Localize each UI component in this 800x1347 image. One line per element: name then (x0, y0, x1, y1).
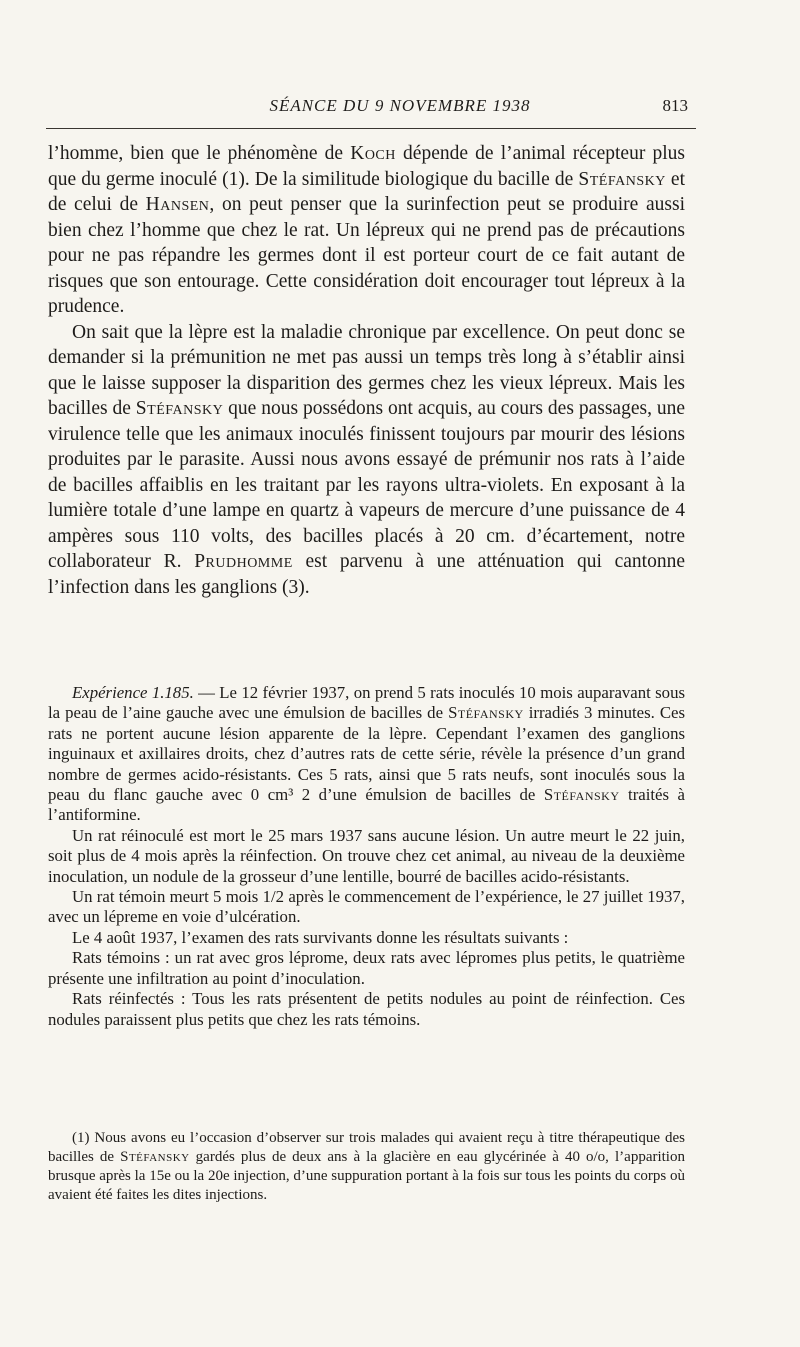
page-number: 813 (662, 96, 688, 115)
main-text (48, 141, 685, 600)
name-stefansky: Stéfansky (448, 703, 524, 723)
text-span: — Le 12 février 1937, on prend 5 rats inoculés 10 mois auparavant sous la peau de l’aine gauche avec une émulsion de bacilles de (48, 683, 685, 723)
name-stefansky: Stéfansky (120, 1149, 190, 1165)
text-span: que nous possédons ont acquis, au cours des passages, une virulence telle que les animaux inoculés finissent toujours par mourir des lésions produites par le parasite. Aussi nous avons essayé de prémunir nos rats à l’aide de bacilles affaiblis en les traitant par les rayons ultra-violets. En exposant à la lumière totale d’une lampe en quartz à vapeurs de mercure d’une puissance de 4 ampères sous 110 volts, des bacilles placés à 20 cm. d’écartement, notre collaborateur R. (48, 398, 686, 572)
name-stefansky: Stéfansky (135, 398, 224, 419)
name-koch: Koch (350, 143, 396, 164)
footnote-paragraph (48, 1129, 685, 1205)
text-span: On sait que la lèpre est la maladie chronique par excellence. On peut donc se demander si la prémunition ne met pas aussi un temps très long à s’établir ainsi que le laisse supposer la disparition des germes chez les vieux lépreux. Mais les bacilles de (48, 321, 685, 419)
running-head: SÉANCE DU 9 NOVEMBRE 1938 (269, 96, 531, 115)
experiment-paragraph-3: Un rat témoin meurt 5 mois 1/2 après le commencement de l’expérience, le 27 juillet 1937, avec un lépreme en voie d’ulcération. (48, 887, 685, 927)
experiment-paragraph-5: Rats témoins : un rat avec gros léprome, deux rats avec lépromes plus petits, le quatrième présente une infiltration au point d’inoculation. (48, 948, 685, 988)
text-span: irradiés 3 minutes. Ces rats ne portent aucune lésion apparente de la lèpre. Cependant l’examen des ganglions inguinaux et axillaires droits, chez d’autres rats de cette série, révèle la présence d’un grand nombre de germes acido-résistants. Ces 5 rats, ainsi que 5 rats neufs, sont inoculés sous la peau du flanc gauche avec 0 cm³ 2 d’une émulsion de bacilles de (48, 703, 686, 805)
text-span: gardés plus de deux ans à la glacière en eau glycérinée à 40 o/o, l’apparition brusque après la 15e ou la 20e injection, d’une suppuration portant à la fois sur tous les points du corps où avaient été faites les dites injections. (48, 1149, 685, 1203)
text-span: , on peut penser que la surinfection peut se produire aussi bien chez l’homme que chez le rat. Un lépreux qui ne prend pas de précautions pour ne pas répandre les germes dont il est porteur court de ce fait autant de risques que son entourage. Cette considération doit encourager tout lépreux à la prudence. (48, 194, 685, 317)
name-stefansky: Stéfansky (578, 168, 666, 190)
experiment-paragraph-6: Rats réinfectés : Tous les rats présentent de petits nodules au point de réinfection. Ces nodules paraissent plus petits que chez les rats témoins. (48, 989, 685, 1029)
experiment-paragraph-1 (48, 683, 685, 826)
footnote (48, 1129, 685, 1205)
name-hansen: Hansen (145, 194, 210, 215)
text-span: est parvenu à une atténuation qui cantonne l’infection dans les ganglions (3). (48, 551, 685, 598)
experiment-title: Expérience 1.185. (72, 683, 194, 702)
paragraph-1 (48, 141, 685, 320)
name-stefansky: Stéfansky (543, 785, 620, 805)
experiment-paragraph-4: Le 4 août 1937, l’examen des rats survivants donne les résultats suivants : (72, 927, 569, 947)
text-span: et de celui de (48, 168, 685, 215)
text-span: traités à l’antiformine. (48, 785, 685, 825)
paragraph-2 (48, 320, 685, 601)
page-header (0, 96, 800, 120)
experiment-section (48, 683, 685, 1030)
header-rule (46, 128, 696, 129)
text-span: l’homme, bien que le phénomène de (48, 143, 351, 164)
name-prudhomme: Prudhomme (194, 551, 293, 572)
experiment-paragraph-2: Un rat réinoculé est mort le 25 mars 1937 sans aucune lésion. Un autre meurt le 22 juin, soit plus de 4 mois après la réinfection. On trouve chez cet animal, au niveau de la deuxième inoculation, un nodule de la grosseur d’une lentille, bourré de bacilles acido-résistants. (48, 825, 685, 886)
text-span: dépende de l’animal récepteur plus que du germe inoculé (1). De la similitude biologique du bacille de (48, 143, 685, 190)
text-span: (1) Nous avons eu l’occasion d’observer sur trois malades qui avaient reçu à titre thérapeutique des bacilles de (48, 1130, 685, 1165)
